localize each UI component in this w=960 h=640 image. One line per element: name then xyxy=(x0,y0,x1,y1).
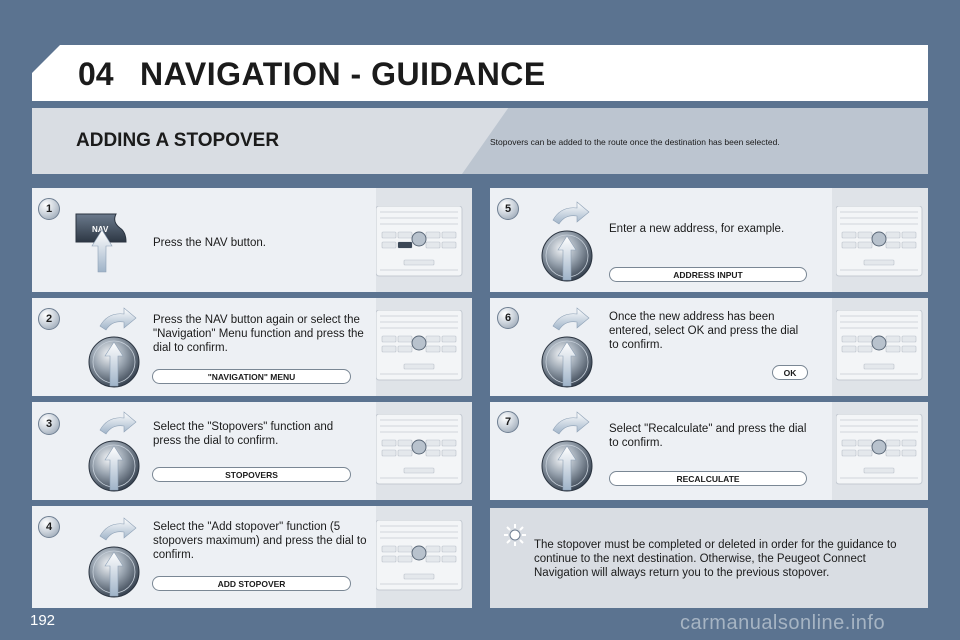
control-panel-illustration xyxy=(836,206,926,280)
rotary-dial-icon xyxy=(80,304,144,390)
menu-function-label: STOPOVERS xyxy=(152,467,351,482)
step-number-badge: 5 xyxy=(497,198,519,220)
control-panel-illustration xyxy=(376,520,466,594)
ok-label: OK xyxy=(772,365,808,380)
chapter-title: NAVIGATION - GUIDANCE xyxy=(140,56,546,92)
step-instruction: Once the new address has been entered, select OK and press the dial to confirm. xyxy=(609,311,799,351)
section-intro: Stopovers can be added to the route once the destination has been selected. xyxy=(490,137,780,147)
nav-button-icon xyxy=(72,208,142,274)
header-corner xyxy=(32,45,60,73)
rotary-dial-icon xyxy=(533,198,597,284)
note-text: The stopover must be completed or deleted in order for the guidance to continue to the next destination. Otherwise, the Peugeot Connect Navigation will always return you to the previous stopover. xyxy=(534,539,897,579)
chapter-number: 04 xyxy=(78,56,114,92)
control-panel-illustration xyxy=(376,206,466,280)
control-panel-illustration xyxy=(836,310,926,384)
control-panel-illustration xyxy=(376,310,466,384)
step-number-badge: 2 xyxy=(38,308,60,330)
sun-icon xyxy=(504,524,526,546)
rotary-dial-icon xyxy=(533,408,597,494)
step-number-badge: 7 xyxy=(497,411,519,433)
step-instruction: Press the NAV button. xyxy=(153,237,266,249)
step-instruction: Select "Recalculate" and press the dial to confirm. xyxy=(609,423,807,449)
control-panel-illustration xyxy=(836,414,926,488)
step-number-badge: 6 xyxy=(497,307,519,329)
step-number-badge: 4 xyxy=(38,516,60,538)
step-instruction: Select the "Stopovers" function and press the dial to confirm. xyxy=(153,421,334,447)
control-panel-illustration xyxy=(376,414,466,488)
nav-button-label: NAV xyxy=(92,225,109,234)
section-title: ADDING A STOPOVER xyxy=(76,130,280,151)
menu-function-label: ADDRESS INPUT xyxy=(609,267,807,282)
step-instruction: Select the "Add stopover" function (5 stopovers maximum) and press the dial to confirm. xyxy=(153,521,367,561)
rotary-dial-icon xyxy=(533,304,597,390)
step-instruction: Press the NAV button again or select the "Navigation" Menu function and press the dial to confirm. xyxy=(153,314,364,354)
rotary-dial-icon xyxy=(80,514,144,600)
page-number: 192 xyxy=(30,612,56,629)
watermark: carmanualsonline.info xyxy=(680,612,886,634)
step-instruction: Enter a new address, for example. xyxy=(609,223,785,235)
menu-function-label: "NAVIGATION" MENU xyxy=(152,369,351,384)
rotary-dial-icon xyxy=(80,408,144,494)
menu-function-label: ADD STOPOVER xyxy=(152,576,351,591)
step-number-badge: 3 xyxy=(38,413,60,435)
step-number-badge: 1 xyxy=(38,198,60,220)
menu-function-label: RECALCULATE xyxy=(609,471,807,486)
